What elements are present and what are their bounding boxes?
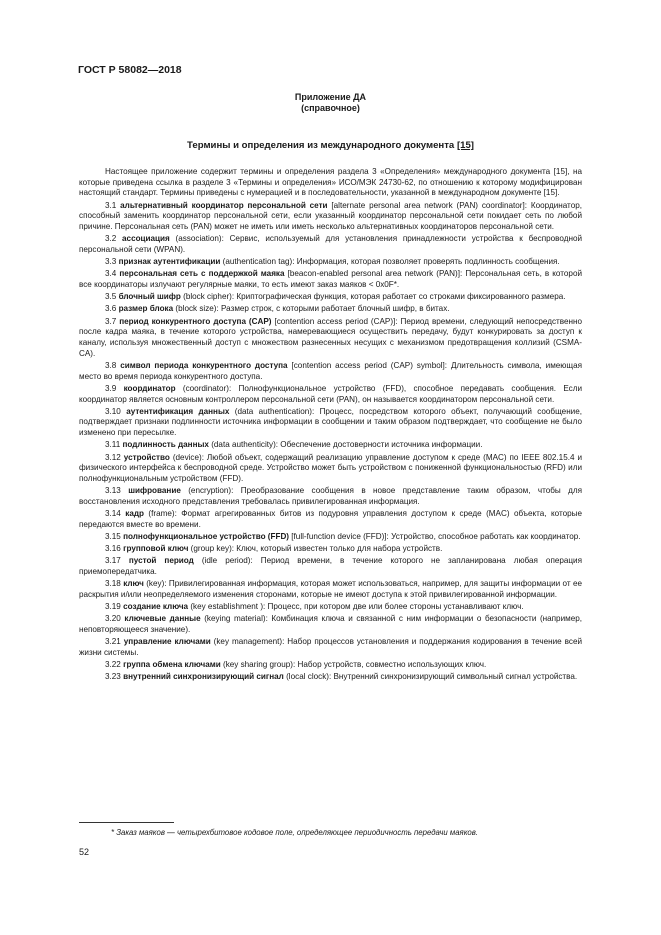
term-name: блочный шифр xyxy=(118,292,181,302)
term-entry xyxy=(79,532,582,543)
term-definition: (encryption): Преобразование сообщения в новое представление таким образом, чтобы для восстановления исходного представления требовалась привилегированная информация. xyxy=(79,486,582,506)
term-number: 3.1 xyxy=(105,200,117,210)
appendix-title-block xyxy=(0,92,661,114)
term-definition: [full-function device (FFD)]: Устройство, способное работать как координатор. xyxy=(289,532,581,541)
term-name: альтернативный координатор персональной сети xyxy=(120,200,328,210)
term-name: устройство xyxy=(123,452,170,462)
term-definition: [beacon-enabled personal area network (PAN)]: Персональная сеть, в которой все координаторы излучают регулярные маяки, то есть имеют заказ маяков < 0x0F*. xyxy=(79,269,582,290)
term-number: 3.4 xyxy=(105,269,117,279)
term-name: размер блока xyxy=(118,304,174,314)
footnote: * Заказ маяков — четырехбитовое кодовое поле, определяющее периодичность передачи маяков. xyxy=(111,828,478,837)
standard-header: ГОСТ Р 58082—2018 xyxy=(78,64,182,76)
term-entry xyxy=(79,544,582,555)
term-number: 3.10 xyxy=(105,406,121,416)
term-definition: [alternate personal area network (PAN) coordinator]: Координатор, способный заменить координатор персональной сети, если указанный координатор персональной сети покидает сеть по любой причине. Персональная сеть (PAN) может не иметь или иметь несколько альтернативных координаторов персональной сети. xyxy=(79,200,582,232)
term-definition: [contention access period (CAP)]: Период времени, следующий непосредственно после кадра маяка, в течение которого устройства, намеревающиеся осуществить передачу, будут конкурировать за доступ к каналу, используя множественный доступ с множеством разнесенных несущих с механизмом предотвращения коллизий (CSMA-CA). xyxy=(79,316,583,358)
term-entry xyxy=(79,361,582,382)
term-number: 3.2 xyxy=(105,234,117,244)
term-entry xyxy=(79,602,582,613)
term-entry xyxy=(79,257,582,268)
term-number: 3.17 xyxy=(105,556,121,566)
term-name: полнофункциональное устройство (FFD) xyxy=(123,532,290,541)
term-number: 3.3 xyxy=(105,257,117,267)
term-definition: (device): Любой объект, содержащий реализацию управление доступом к среде (MAC) по IEEE 802.15.4 и физического интерфейса к беспроводной среде. Устройство может быть устройством с пониженной функциональностью (RFD) или полнофункциональным устройством (FFD). xyxy=(79,452,582,483)
term-name: внутренний синхронизирующий сигнал xyxy=(123,672,284,682)
term-name: групповой ключ xyxy=(123,544,189,554)
term-definition: (data authentication): Процесс, посредством которого объект, получающий сообщение, подтверждает признаки подлинности источника информации в сообщении и таким образом подтверждает, что сообщение не было изменено при пересылке. xyxy=(79,406,582,438)
term-name: пустой период xyxy=(128,556,194,566)
reference-link[interactable]: [15] xyxy=(456,140,474,151)
term-name: шифрование xyxy=(128,486,181,496)
term-definition: (frame): Формат агрегированных битов из подуровня управления доступом к среде (MAC) объекта, которые передаются вместе во времени. xyxy=(79,509,582,529)
term-entry xyxy=(79,672,582,683)
term-entry xyxy=(79,304,582,315)
section-heading xyxy=(0,140,661,151)
term-name: аутентификация данных xyxy=(126,406,230,416)
term-entry xyxy=(79,384,582,405)
term-definition: (key establishment ): Процесс, при котором две или более стороны устанавливают ключ. xyxy=(188,602,524,612)
term-name: период конкурентного доступа (CAP) xyxy=(119,316,272,326)
term-number: 3.18 xyxy=(105,579,121,589)
term-number: 3.5 xyxy=(105,292,117,302)
term-entry xyxy=(79,556,582,577)
term-entry xyxy=(79,660,582,671)
term-name: управление ключами xyxy=(123,637,211,647)
appendix-subtitle: (справочное) xyxy=(301,103,360,113)
term-number: 3.22 xyxy=(105,660,121,670)
term-number: 3.9 xyxy=(105,383,117,393)
term-entry xyxy=(79,269,582,290)
term-definition: (group key): Ключ, который известен только для набора устройств. xyxy=(188,544,443,554)
term-entry xyxy=(79,317,582,360)
term-name: ассоциация xyxy=(122,234,170,244)
term-definition: [contention access period (CAP) symbol]: Длительность символа, имеющая место во время периода конкурентного доступа. xyxy=(79,360,583,381)
intro-paragraph: Настоящее приложение содержит термины и определения раздела 3 «Определения» международного документа [15], на которые приведена ссылка в разделе 3 «Термины и определения» ИСО/МЭК 24730-62, по отношению к которому модифицирован настоящий стандарт. Термины приведены с нумерацией и в последовательности, указанной в международном документе [15]. xyxy=(79,167,582,198)
term-name: персональная сеть с поддержкой маяка xyxy=(119,269,285,279)
term-definition: (coordinator): Полнофункциональное устройство (FFD), способное передавать сообщения. Если координатор является основным контроллером персональной сети (PAN), он называется координатором персональной сети. xyxy=(79,383,582,404)
term-name: кадр xyxy=(125,509,144,519)
term-number: 3.23 xyxy=(105,672,121,682)
term-entry xyxy=(79,486,582,507)
term-number: 3.13 xyxy=(105,486,121,496)
term-definition: (local clock): Внутренний синхронизирующий символьный сигнал устройства. xyxy=(283,672,578,682)
term-entry xyxy=(79,509,582,530)
term-name: создание ключа xyxy=(123,602,189,612)
term-definition: (block cipher): Криптографическая функция, которая работает со строками фиксированного размера. xyxy=(180,292,566,302)
term-entry xyxy=(79,614,582,635)
term-number: 3.11 xyxy=(105,440,121,450)
section-heading-text: Термины и определения из международного документа xyxy=(187,140,457,151)
document-body xyxy=(79,167,582,685)
term-name: символ периода конкурентного доступа xyxy=(120,360,288,370)
term-entry xyxy=(79,453,582,485)
footnote-divider xyxy=(79,822,174,823)
term-definition: (keying material): Комбинация ключа и связанной с ним информации о безопасности (например, неповторяющееся значение). xyxy=(79,614,582,635)
term-entry xyxy=(79,234,582,255)
term-name: ключевые данные xyxy=(124,614,201,624)
term-definition: (key sharing group): Набор устройств, совместно использующих ключ. xyxy=(220,660,487,670)
term-name: признак аутентификации xyxy=(118,257,221,267)
term-number: 3.12 xyxy=(105,452,121,462)
term-number: 3.16 xyxy=(105,544,121,554)
appendix-title: Приложение ДА xyxy=(294,92,367,102)
term-entry xyxy=(79,407,582,439)
term-name: ключ xyxy=(123,579,144,589)
term-entry xyxy=(79,201,582,233)
term-number: 3.20 xyxy=(105,614,121,624)
term-definition: (block size): Размер строк, с которыми работает блочный шифр, в битах. xyxy=(173,304,450,314)
term-definition: (association): Сервис, используемый для установления принадлежности устройства к беспроводной персональной сети (WPAN). xyxy=(79,234,582,254)
term-definition: (authentication tag): Информация, которая позволяет проверять подлинность сообщения. xyxy=(220,257,560,267)
term-entry xyxy=(79,579,582,600)
term-number: 3.14 xyxy=(105,509,121,519)
term-definition: (data authenticity): Обеспечение достоверности источника информации. xyxy=(208,440,483,450)
term-entry xyxy=(79,292,582,303)
term-entry xyxy=(79,440,582,451)
term-entry xyxy=(79,637,582,658)
term-name: координатор xyxy=(123,383,176,393)
term-number: 3.19 xyxy=(105,602,121,612)
term-name: подлинность данных xyxy=(122,440,209,450)
term-definition: (idle period): Период времени, в течение которого не запланирована любая операция приемопередатчика. xyxy=(79,556,582,577)
term-definition: (key management): Набор процессов установления и поддержания кодирования в течение всей жизни системы. xyxy=(79,637,582,658)
term-number: 3.21 xyxy=(105,637,121,647)
term-number: 3.15 xyxy=(105,532,121,541)
term-number: 3.8 xyxy=(105,360,117,370)
page-number: 52 xyxy=(79,847,90,857)
term-number: 3.6 xyxy=(105,304,117,314)
term-name: группа обмена ключами xyxy=(123,660,221,670)
term-number: 3.7 xyxy=(105,316,117,326)
term-definition: (key): Привилегированная информация, которая может использоваться, например, для защиты информации от ее раскрытия и/или неопределяемого изменения сторонами, которые не имеют доступа к этой привилегированной информации. xyxy=(79,579,582,600)
